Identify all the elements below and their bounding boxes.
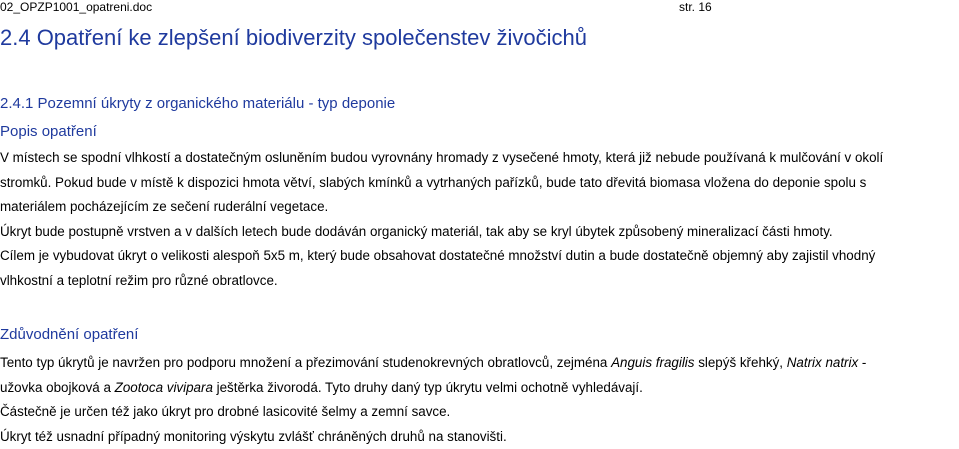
text-line: V místech se spodní vlhkostí a dostatečným osluněním budou vyrovnány hromady z vysečené hmoty, která již nebude používaná k mulčování v okolí <box>0 146 959 171</box>
popis-heading: Popis opatření <box>0 122 97 142</box>
subsection-title: 2.4.1 Pozemní úkryty z organického materiálu - typ deponie <box>0 94 395 114</box>
zduvodneni-paragraph <box>0 351 959 449</box>
text-line: Úkryt též usnadní případný monitoring výskytu zvlášť chráněných druhů na stanovišti. <box>0 425 959 449</box>
text-run: slepýš křehký, <box>694 355 786 370</box>
text-run: užovka obojková a <box>0 380 115 395</box>
text-run: ještěrka živorodá. Tyto druhy daný typ úkrytu velmi ochotně vyhledávají. <box>213 380 643 395</box>
text-line: vlhkostní a teplotní režim pro různé obratlovce. <box>0 269 959 294</box>
text-run: Tento typ úkrytů je navržen pro podporu množení a přezimování studenokrevných obratlovců, zejména <box>0 355 611 370</box>
species-name: Anguis fragilis <box>611 355 694 370</box>
popis-paragraph <box>0 146 959 293</box>
document-filename: 02_OPZP1001_opatreni.doc <box>0 0 152 14</box>
text-line <box>0 376 959 401</box>
text-line: materiálem pocházejícím ze sečení ruderální vegetace. <box>0 195 959 220</box>
page-number: str. 16 <box>679 0 712 14</box>
text-line: Úkryt bude postupně vrstven a v dalších letech bude dodáván organický materiál, tak aby se kryl úbytek způsobený mineralizací části hmoty. <box>0 220 959 245</box>
text-line <box>0 351 959 376</box>
text-line: Částečně je určen též jako úkryt pro drobné lasicovité šelmy a zemní savce. <box>0 400 959 425</box>
species-name: Zootoca vivipara <box>115 380 213 395</box>
text-line: stromků. Pokud bude v místě k dispozici hmota větví, slabých kmínků a vytrhaných pařízků, bude tato dřevitá biomasa vložena do deponie spolu s <box>0 171 959 196</box>
zduvodneni-heading: Zdůvodnění opatření <box>0 325 138 345</box>
section-title: 2.4 Opatření ke zlepšení biodiverzity společenstev živočichů <box>0 24 587 52</box>
text-run: - <box>858 355 866 370</box>
species-name: Natrix natrix <box>787 355 858 370</box>
text-line: Cílem je vybudovat úkryt o velikosti alespoň 5x5 m, který bude obsahovat dostatečné množství dutin a bude dostatečně objemný aby zajistil vhodný <box>0 244 959 269</box>
